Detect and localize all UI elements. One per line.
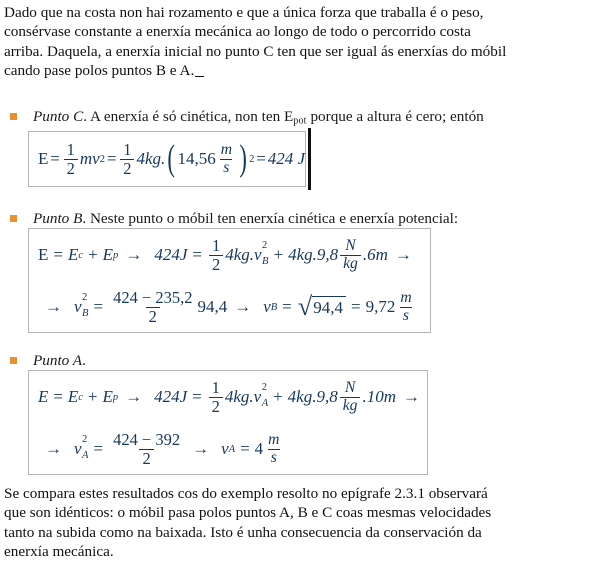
formula-b2-v-sub: B <box>82 308 89 320</box>
formula-b-arrow-1: → <box>125 245 143 264</box>
formula-a2-unit-den: s <box>268 449 280 466</box>
formula-c-speed: 14,56 <box>177 149 216 168</box>
bullet-punto-c-label: Punto C <box>33 108 84 125</box>
formula-a-E: E <box>38 387 49 406</box>
formula-a-energy: 424J <box>154 387 188 406</box>
intro-line-4-text: cando pase polos puntos B e A. <box>4 62 195 80</box>
formula-a-Ec-sub: c <box>78 391 83 403</box>
formula-c-paren-power: 2 <box>249 153 255 165</box>
bullet-punto-b-before: . Neste punto o móbil ten enerxía cinética e enerxía potencial: <box>82 210 459 227</box>
formula-a2-v: v <box>74 439 82 458</box>
bullet-punto-c-after: porque a altura é cero; entón <box>306 108 484 125</box>
bullet-punto-b-label: Punto B <box>33 210 83 227</box>
formula-b-Ep: E <box>102 245 114 264</box>
formula-a-line-1 <box>29 371 427 423</box>
bullet-square-icon <box>10 357 17 364</box>
formula-a-equals-1: = <box>53 387 63 406</box>
formula-c-half2-den: 2 <box>120 159 134 177</box>
formula-b-plus-2: + <box>273 245 284 264</box>
formula-a-line-2 <box>29 423 427 475</box>
formula-b-Ec-sub: c <box>78 249 84 261</box>
formula-b-half-den: 2 <box>209 255 223 273</box>
formula-a-v-powsub <box>262 383 268 410</box>
formula-b-height: .6m <box>362 245 388 264</box>
formula-a-equals-2: = <box>192 387 202 406</box>
formula-a2-frac-den: 2 <box>139 449 153 467</box>
formula-b2-frac-den: 2 <box>146 307 160 325</box>
formula-b-equals-2: = <box>192 245 202 264</box>
formula-c-mass: 4kg. <box>136 149 166 168</box>
closing-line-4: enerxía mecánica. <box>4 543 114 561</box>
formula-c-paren-open: ( <box>167 137 176 179</box>
bullet-punto-a-label: Punto A <box>33 352 83 369</box>
formula-b-v-power: 2 <box>262 239 268 251</box>
formula-a-arrow-1: → <box>125 387 143 406</box>
formula-b-line-1 <box>29 229 430 281</box>
formula-a-plus-2: + <box>273 387 283 406</box>
formula-b-gravity-unit <box>340 238 361 272</box>
formula-c-unit-num: m <box>220 141 232 159</box>
bullet-punto-a-before: . <box>82 352 86 369</box>
formula-c-speed-unit <box>218 142 235 176</box>
formula-a2-vA: v <box>221 439 229 458</box>
formula-c-result: 424 J <box>267 149 305 168</box>
formula-a-mgh-mass: 4kg.9,8 <box>287 387 338 406</box>
formula-c-mv-power: 2 <box>99 153 105 165</box>
formula-a-Ep: E <box>102 387 113 406</box>
formula-a-arrow-2: → <box>402 387 420 406</box>
formula-a2-result: 4 <box>254 439 264 458</box>
formula-a2-v-powsub <box>82 435 88 462</box>
formula-b-arrow-2: → <box>394 245 412 264</box>
formula-c-half-den: 2 <box>64 159 78 177</box>
formula-b2-result: 9,72 <box>365 297 396 316</box>
formula-b2-sqrt-radicand: 94,4 <box>312 296 346 318</box>
formula-b-Ep-sub: p <box>113 249 119 261</box>
formula-c-equals-1: = <box>50 149 60 168</box>
formula-c-E: E <box>38 149 49 168</box>
formula-b-line-2 <box>29 281 430 333</box>
formula-a-half-num: 1 <box>211 378 220 398</box>
formula-a2-vA-sub: A <box>228 443 236 455</box>
formula-a-one-half <box>209 379 223 415</box>
bullet-punto-c-text <box>33 107 605 131</box>
formula-b2-sqrt <box>297 292 346 322</box>
formula-a2-v-sub: A <box>82 450 89 462</box>
formula-a2-fraction <box>110 431 183 467</box>
formula-b-mass: 4kg. <box>225 245 254 264</box>
formula-c-one-half-2 <box>120 141 134 177</box>
closing-line-2: que son idénticos: o móbil pasa polos puntos A, B e C coas mesmas velocidades <box>4 504 492 522</box>
sqrt-radical-icon: √ <box>297 292 313 322</box>
formula-b2-equals-1: = <box>93 297 104 316</box>
formula-b2-equals-2: = <box>282 297 292 316</box>
formula-b-g-num: N <box>345 237 356 255</box>
formula-a-Ec: E <box>67 387 79 406</box>
intro-paragraph <box>4 3 608 81</box>
formula-b-energy: 424J <box>154 245 188 264</box>
formula-box-punto-c <box>28 131 306 187</box>
formula-a-g-den: kg <box>340 397 361 414</box>
formula-a-half-den: 2 <box>209 397 223 415</box>
formula-b2-unit-num: m <box>400 289 412 307</box>
formula-a2-unit-num: m <box>268 431 280 449</box>
formula-b-E: E <box>38 245 49 264</box>
bullet-square-icon <box>10 215 17 222</box>
formula-b2-frac-num: 424 − 235,2 <box>113 288 193 308</box>
formula-b2-vB-sub: B <box>270 301 278 313</box>
formula-b-v-powsub <box>262 241 268 268</box>
formula-b2-arrow-1: → <box>45 297 62 316</box>
formula-a2-arrow-2: → <box>192 439 210 458</box>
formula-c-mv: mv <box>79 149 100 168</box>
bullet-item-punto-b <box>10 209 605 228</box>
intro-line-1: Dado que na costa non hai rozamento e que a única forza que traballa é o peso, <box>4 4 484 21</box>
formula-c-expression <box>29 132 305 186</box>
formula-c-equals-2: = <box>106 149 117 168</box>
formula-b2-value: 94,4 <box>197 297 228 316</box>
formula-b-mgh-mass: 4kg.9,8 <box>288 245 339 264</box>
formula-b-half-num: 1 <box>211 236 221 256</box>
bullet-square-icon <box>10 113 17 120</box>
formula-a2-frac-num: 424 − 392 <box>113 430 181 450</box>
formula-b2-arrow-2: → <box>234 297 252 316</box>
formula-b-one-half <box>209 237 223 273</box>
intro-line-4 <box>4 61 608 80</box>
formula-a-gravity-unit <box>340 380 361 414</box>
formula-box-punto-a <box>28 370 428 475</box>
formula-a2-equals-2: = <box>240 439 250 458</box>
formula-a-v-power: 2 <box>261 381 267 393</box>
bullet-item-punto-a <box>10 351 605 370</box>
formula-b-v: v <box>254 245 262 264</box>
formula-b-plus-1: + <box>88 245 98 264</box>
formula-b2-v-powsub <box>82 293 88 320</box>
formula-c-paren-close: ) <box>239 137 247 179</box>
formula-c-unit-den: s <box>220 159 232 176</box>
formula-a-v-sub: A <box>261 398 269 410</box>
formula-b-equals-1: = <box>53 245 63 264</box>
formula-b2-result-unit <box>397 290 414 324</box>
underline-artifact <box>195 76 204 77</box>
closing-paragraph <box>4 484 608 562</box>
formula-a2-arrow-1: → <box>45 439 62 458</box>
bullet-item-punto-c <box>10 107 605 131</box>
formula-c-half2-num: 1 <box>123 140 132 160</box>
formula-b-g-den: kg <box>340 255 361 272</box>
formula-a-mass: 4kg. <box>224 387 254 406</box>
bullet-punto-c-before: . A enerxía é só cinética, non ten E <box>83 108 294 125</box>
text-cursor-artifact <box>308 128 311 190</box>
formula-a2-equals-1: = <box>93 439 104 458</box>
formula-box-punto-b <box>28 228 431 333</box>
formula-b2-v-power: 2 <box>82 291 88 303</box>
formula-a-v: v <box>253 387 262 406</box>
formula-a-g-num: N <box>344 379 356 397</box>
formula-a-plus-1: + <box>87 387 98 406</box>
formula-b-v-sub: B <box>262 256 269 268</box>
formula-b2-v: v <box>74 297 82 316</box>
formula-c-half-num: 1 <box>66 140 75 160</box>
closing-line-3: tanto na subida como na baixada. Isto é unha consecuencia da conservación da <box>4 523 482 541</box>
bullet-punto-b-text <box>33 209 605 228</box>
bullet-punto-a-text <box>33 351 605 370</box>
intro-line-2: consérvase constante a enerxía mecánica ao longo de todo o percorrido costa <box>4 23 471 41</box>
formula-a2-v-power: 2 <box>82 433 88 445</box>
formula-b2-unit-den: s <box>400 307 412 324</box>
formula-a-height: .10m <box>362 387 396 406</box>
intro-line-3: arriba. Daquela, a enerxía inicial no punto C ten que ser igual ás enerxías do móbil <box>4 42 507 60</box>
formula-b-Ec: E <box>67 245 79 264</box>
formula-b2-equals-3: = <box>350 297 361 316</box>
bullet-punto-c-subscript: pot <box>293 115 307 127</box>
formula-a2-result-unit <box>265 432 282 466</box>
formula-b2-fraction <box>110 289 195 325</box>
formula-a-Ep-sub: p <box>112 391 119 403</box>
formula-c-equals-3: = <box>256 149 266 168</box>
formula-c-one-half <box>64 141 78 177</box>
closing-line-1: Se compara estes resultados cos do exemplo resolto no epígrafe 2.3.1 observará <box>4 485 488 502</box>
formula-b2-vB: v <box>263 297 271 316</box>
